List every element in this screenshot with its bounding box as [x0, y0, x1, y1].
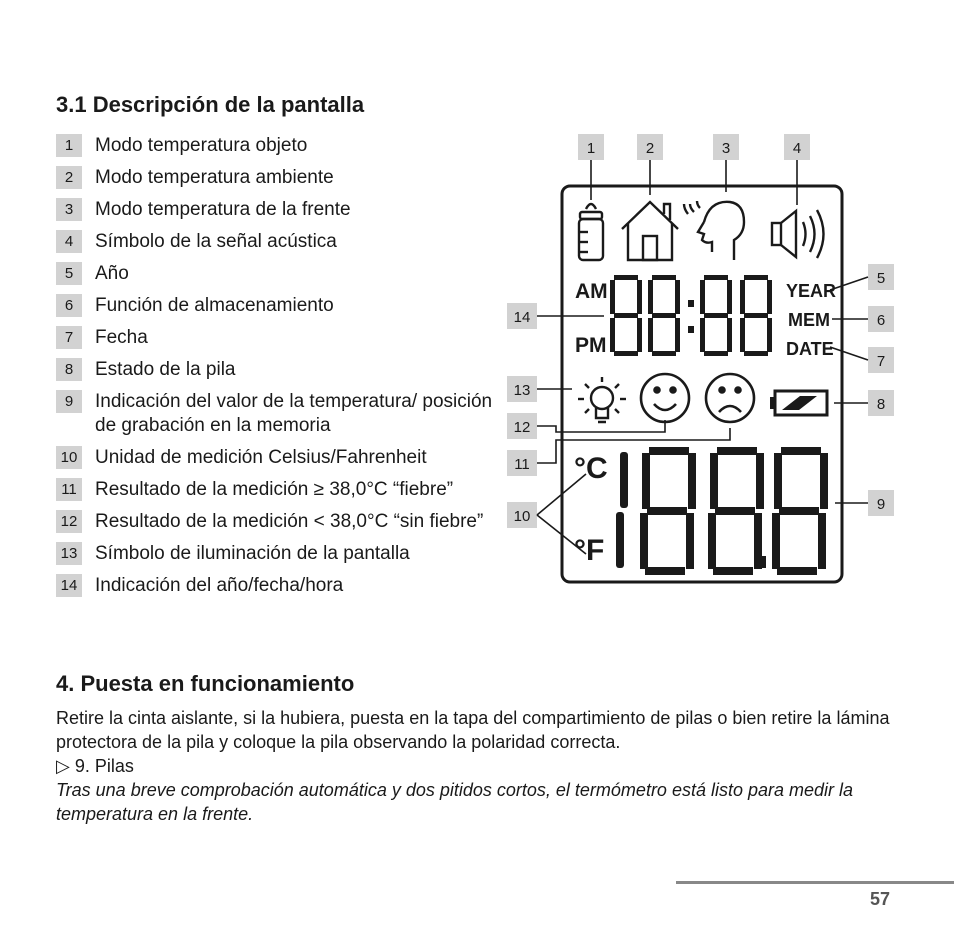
- list-item: [56, 230, 496, 254]
- svg-text:7: 7: [876, 353, 886, 370]
- callout-8: [868, 390, 894, 416]
- list-item: [56, 198, 496, 222]
- list-item: [56, 294, 496, 318]
- callout-6: [868, 306, 894, 332]
- celsius-unit: °C: [574, 452, 608, 485]
- svg-text:8: 8: [876, 396, 886, 413]
- svg-text:5: 5: [876, 270, 886, 287]
- svg-text:4: 4: [792, 140, 802, 157]
- list-item: [56, 262, 496, 286]
- startup-paragraph: Retire la cinta aislante, si la hubiera, puesta en la tapa del compartimiento de pilas o bien retire la lámina protectora de la pila y coloque la pila observando la polaridad correcta.: [56, 708, 890, 752]
- svg-text:3: 3: [721, 140, 731, 157]
- callout-13: [507, 376, 537, 402]
- time-digits: [610, 275, 772, 356]
- callout-4: [784, 134, 810, 160]
- time-digit: [740, 275, 772, 356]
- item-text: Fecha: [95, 327, 148, 348]
- item-number: 11: [56, 478, 82, 501]
- callout-14: [507, 303, 537, 329]
- item-text: Resultado de la medición < 38,0°C “sin fiebre”: [95, 511, 484, 532]
- temp-digit: [640, 447, 696, 575]
- callout-9: [868, 490, 894, 516]
- time-digit: [648, 275, 680, 356]
- temp-digit-one: [616, 452, 628, 568]
- item-number: 7: [56, 326, 82, 349]
- item-text: Resultado de la medición ≥ 38,0°C “fiebre”: [95, 479, 454, 500]
- item-number: 4: [56, 230, 82, 253]
- battery-icon: [770, 391, 827, 415]
- svg-text:14: 14: [513, 309, 531, 326]
- callout-11: [507, 450, 537, 476]
- lightbulb-icon: [578, 377, 626, 422]
- callout-7: [868, 347, 894, 373]
- year-indicator: YEAR: [786, 281, 837, 301]
- item-text: Modo temperatura objeto: [95, 135, 308, 156]
- house-icon: [622, 202, 678, 260]
- footer-rule: [676, 881, 954, 884]
- smiley-sad-icon: [706, 374, 754, 422]
- item-text: Estado de la pila: [95, 359, 236, 380]
- am-indicator: AM: [575, 280, 608, 303]
- list-item: [56, 542, 496, 566]
- item-number: 1: [56, 134, 82, 157]
- item-number: 12: [56, 510, 82, 533]
- time-colon: [688, 300, 694, 333]
- section-title-display: 3.1 Descripción de la pantalla: [56, 92, 365, 117]
- smiley-happy-icon: [641, 374, 689, 422]
- list-item: [56, 478, 496, 502]
- pm-indicator: PM: [575, 334, 607, 357]
- item-text: Modo temperatura de la frente: [95, 199, 351, 220]
- svg-text:13: 13: [513, 382, 531, 399]
- list-item: [56, 326, 496, 350]
- batteries-reference: ▷ 9. Pilas: [56, 756, 134, 776]
- item-number: 6: [56, 294, 82, 317]
- item-number: 8: [56, 358, 82, 381]
- callout-1: [578, 134, 604, 160]
- item-text: Unidad de medición Celsius/Fahrenheit: [95, 447, 427, 468]
- svg-text:1: 1: [586, 140, 596, 157]
- startup-note: Tras una breve comprobación automática y dos pitidos cortos, el termómetro está listo para medir la temperatura en la frente.: [56, 780, 854, 824]
- item-number: 13: [56, 542, 82, 565]
- list-item: [56, 510, 496, 534]
- display-legend-list: [56, 134, 496, 606]
- date-indicator: DATE: [786, 339, 834, 359]
- svg-text:12: 12: [513, 419, 531, 436]
- item-text: Año: [95, 263, 129, 284]
- item-text: Función de almacenamiento: [95, 295, 334, 316]
- temp-digit: [772, 447, 828, 575]
- list-item: [56, 166, 496, 190]
- svg-text:9: 9: [876, 496, 886, 513]
- item-number: 10: [56, 446, 82, 469]
- item-number: 9: [56, 390, 82, 413]
- temperature-digits: [616, 447, 828, 575]
- svg-text:2: 2: [645, 140, 655, 157]
- speaker-icon: [772, 210, 824, 258]
- callout-5: [868, 264, 894, 290]
- callout-3: [713, 134, 739, 160]
- callout-10: [507, 502, 537, 528]
- list-item: [56, 574, 496, 598]
- decimal-point: [756, 556, 766, 568]
- item-number: 2: [56, 166, 82, 189]
- item-text: Indicación del valor de la temperatura/ posición de grabación en la memoria: [95, 391, 493, 436]
- baby-bottle-icon: [579, 204, 603, 260]
- time-digit: [700, 275, 732, 356]
- time-digit: [610, 275, 642, 356]
- item-number: 3: [56, 198, 82, 221]
- lcd-display-diagram: [505, 130, 925, 590]
- item-text: Símbolo de la señal acústica: [95, 231, 337, 252]
- item-number: 5: [56, 262, 82, 285]
- item-text: Indicación del año/fecha/hora: [95, 575, 344, 596]
- list-item: [56, 390, 496, 438]
- callout-12: [507, 413, 537, 439]
- item-number: 14: [56, 574, 82, 597]
- section-title-startup: 4. Puesta en funcionamiento: [56, 671, 355, 696]
- startup-text: [56, 706, 916, 826]
- list-item: [56, 134, 496, 158]
- page-number: 57: [870, 889, 891, 909]
- mem-indicator: MEM: [788, 310, 830, 330]
- fahrenheit-unit: °F: [574, 534, 605, 567]
- list-item: [56, 358, 496, 382]
- callout-2: [637, 134, 663, 160]
- list-item: [56, 446, 496, 470]
- temp-digit: [708, 447, 764, 575]
- item-text: Modo temperatura ambiente: [95, 167, 334, 188]
- svg-text:11: 11: [514, 456, 530, 473]
- svg-text:10: 10: [513, 508, 531, 525]
- svg-text:6: 6: [876, 312, 886, 329]
- item-text: Símbolo de iluminación de la pantalla: [95, 543, 410, 564]
- forehead-head-icon: [684, 201, 744, 260]
